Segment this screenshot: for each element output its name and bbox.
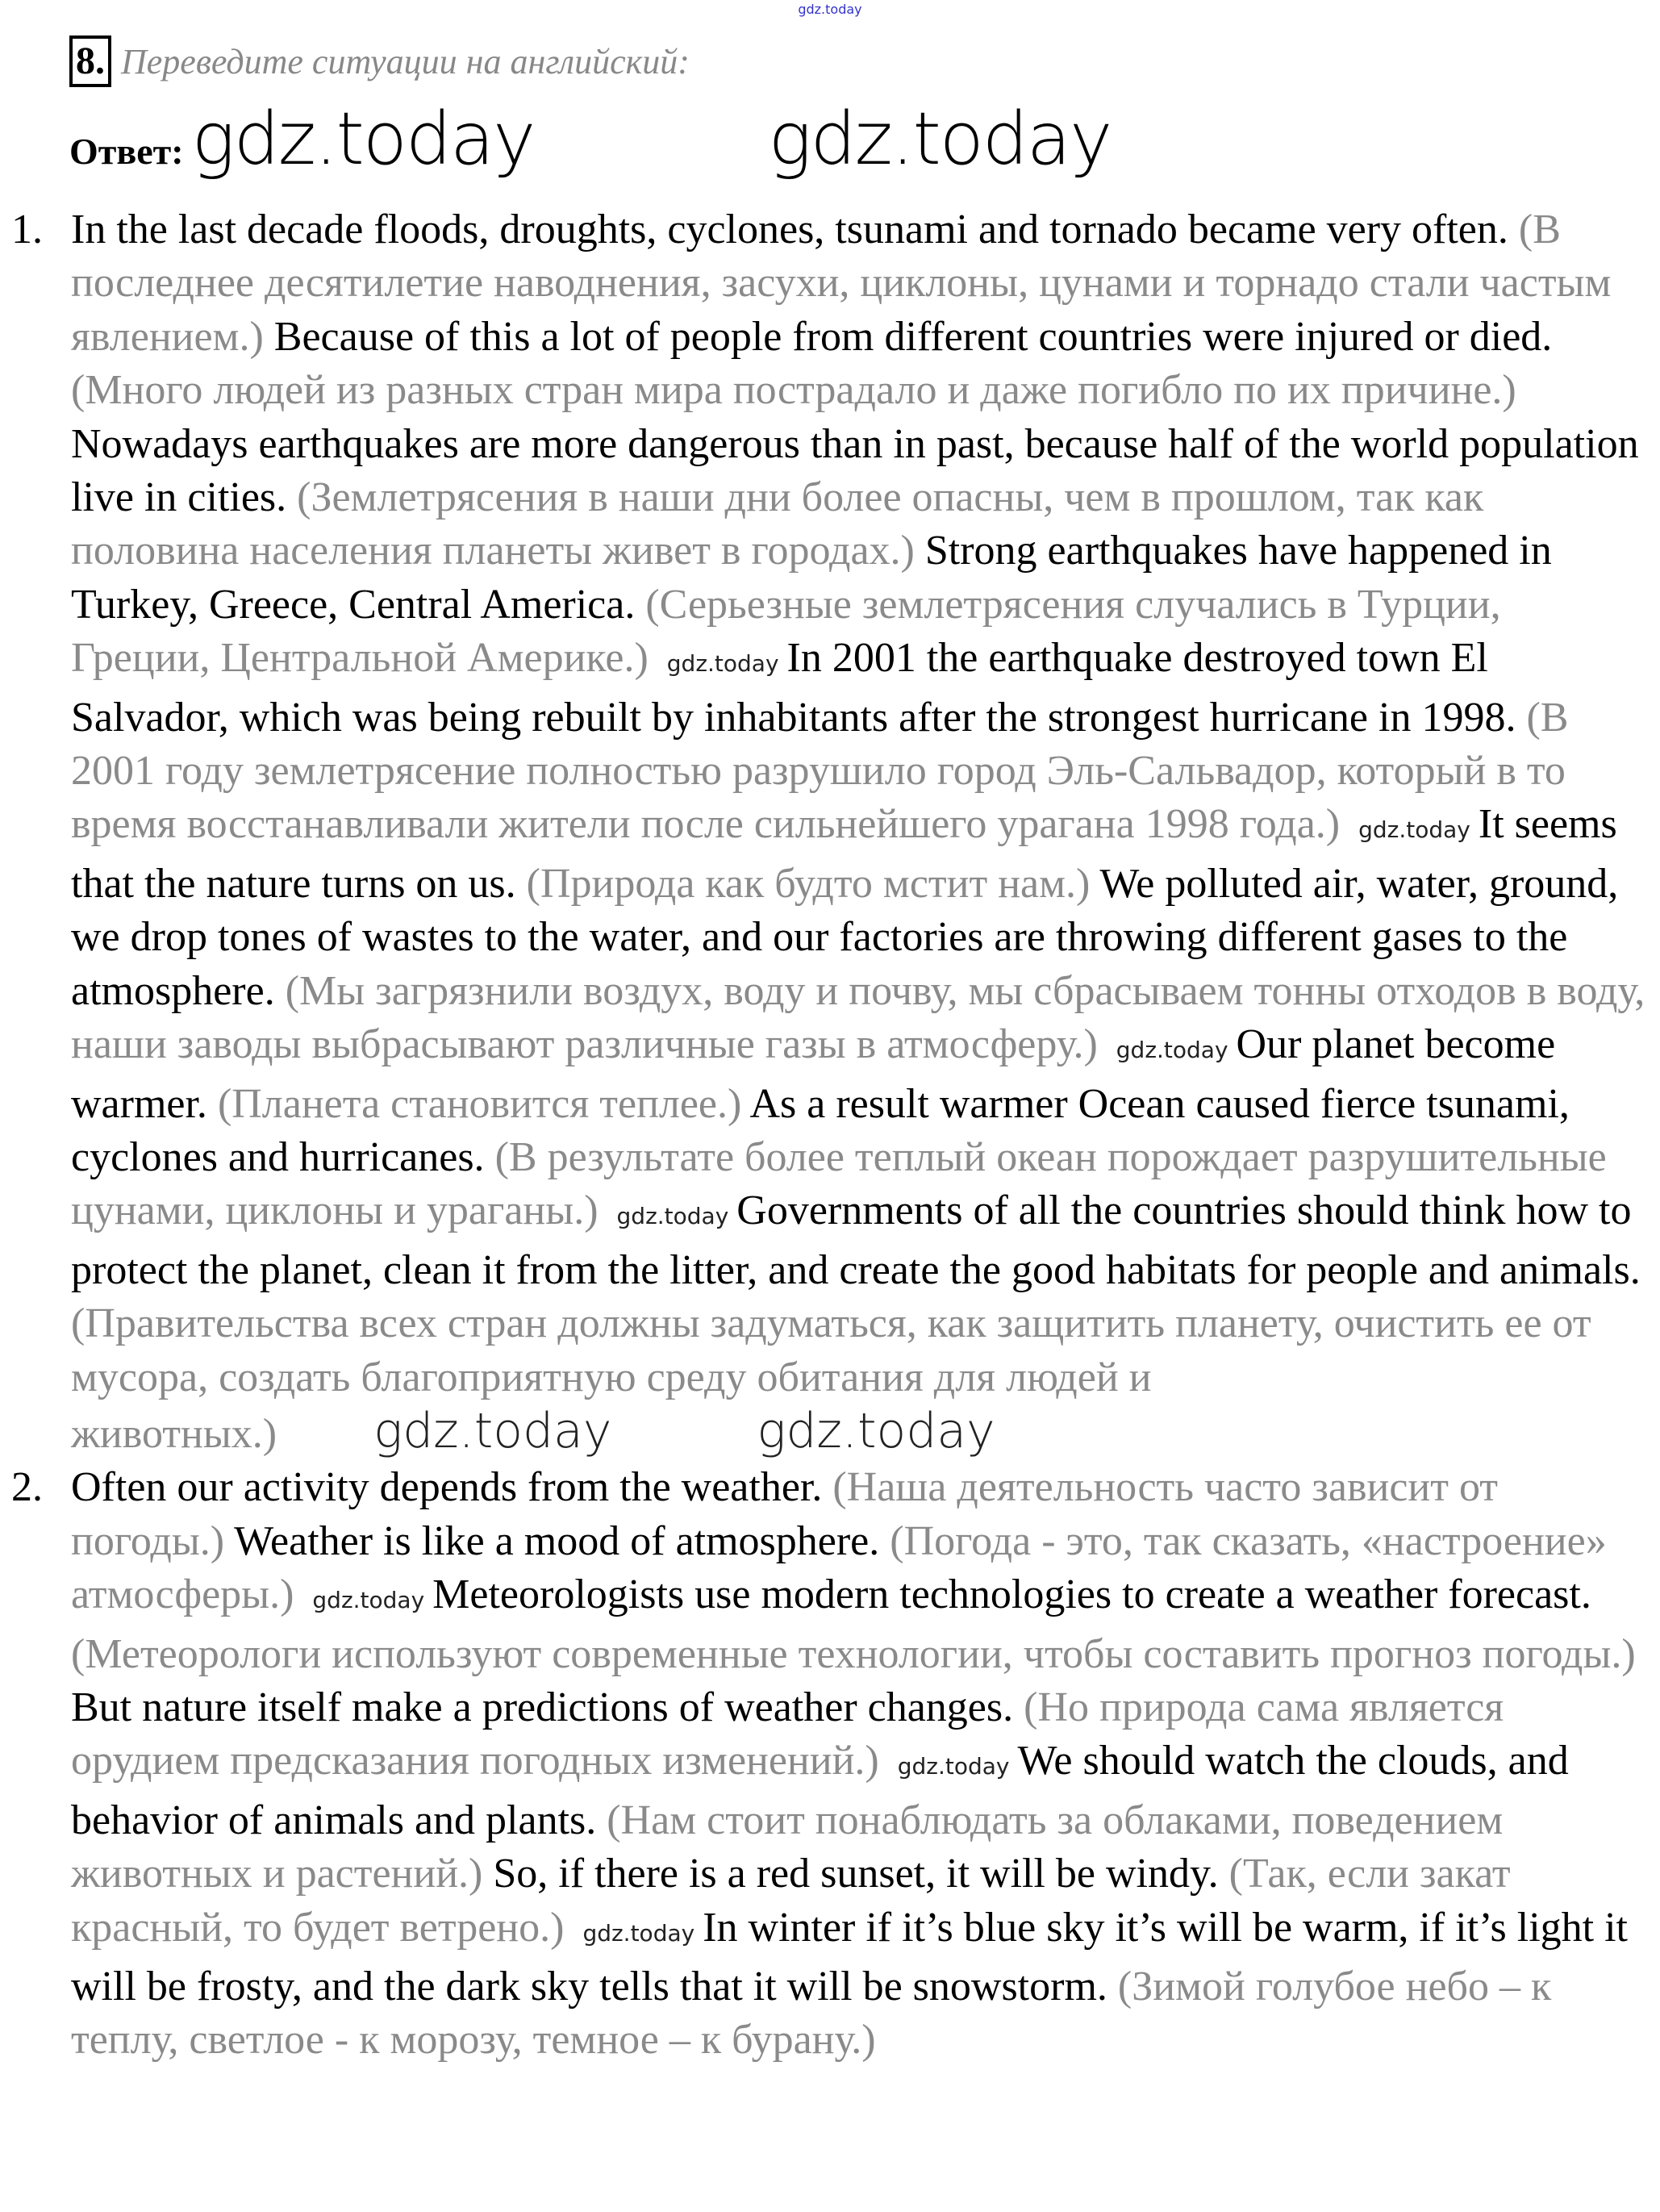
- watermark: gdz.today: [616, 1203, 729, 1230]
- item-text: [71, 1464, 1636, 2063]
- watermark: gdz.today: [1358, 816, 1470, 844]
- russian-translation: (Метеорологи используют современные технологии, чтобы составить прогноз погоды.): [71, 1630, 1636, 1677]
- russian-translation: (Нам стоит понаблюдать за облаками, поведением животных и растений.): [71, 1797, 1504, 1897]
- item-number: 2.: [11, 1464, 43, 1511]
- english-sentence: As a result warmer Ocean caused fierce tsunami, cyclones and hurricanes.: [71, 1080, 1570, 1180]
- english-sentence: Governments of all the countries should think how to protect the planet, clean it from the litter, and create the good habitats for people and animals.: [71, 1187, 1641, 1293]
- english-sentence: In winter if it’s blue sky it’s will be warm, if it’s light it will be frosty, and the dark sky tells that it will be snowstorm.: [71, 1904, 1628, 2010]
- russian-translation: (Но природа сама является орудием предсказания погодных изменений.): [71, 1684, 1504, 1784]
- task-number: 8.: [69, 35, 111, 87]
- english-sentence: Often our activity depends from the weather.: [71, 1464, 833, 1511]
- russian-translation: (Наша деятельность часто зависит от погоды.): [71, 1464, 1499, 1564]
- watermark: gdz.today: [191, 97, 535, 182]
- russian-translation: (Планета становится теплее.): [217, 1080, 750, 1127]
- watermark: gdz.today: [582, 1919, 695, 1947]
- english-sentence: In the last decade floods, droughts, cyclones, tsunami and tornado became very often.: [71, 207, 1519, 253]
- russian-translation: (Так, если закат красный, то будет ветрено.): [71, 1851, 1511, 1951]
- watermark-top: gdz.today: [798, 2, 862, 17]
- english-sentence: Meteorologists use modern technologies to create a weather forecast.: [432, 1571, 1591, 1618]
- russian-translation: (Зимой голубое небо – к теплу, светлое - к морозу, темное – к бурану.): [71, 1964, 1552, 2064]
- task-instruction: Переведите ситуации на английский:: [121, 41, 690, 81]
- russian-translation: (Много людей из разных стран мира пострадало и даже погибло по их причине.): [71, 367, 1516, 414]
- english-sentence: We polluted air, water, ground, we drop tones of wastes to the water, and our factories are throwing different gases to the atmosphere.: [71, 860, 1619, 1014]
- russian-translation: (Серьезные землетрясения случались в Турции, Греции, Центральной Америке.): [71, 581, 1501, 682]
- english-sentence: In 2001 the earthquake destroyed town El Salvador, which was being rebuilt by inhabitants after the strongest hurricane in 1998.: [71, 635, 1527, 741]
- russian-translation: (Природа как будто мстит нам.): [526, 860, 1100, 907]
- answer-label: Ответ:: [69, 131, 184, 172]
- russian-translation: (В результате более теплый океан порождает разрушительные цунами, циклоны и ураганы.): [71, 1133, 1607, 1234]
- item-number: 1.: [11, 207, 43, 253]
- answer-item-1: [0, 203, 1645, 1461]
- russian-translation: (В 2001 году землетрясение полностью разрушило город Эль-Сальвадор, который в то время восстанавливали жители после сильнейшего урагана 1998 года.): [71, 694, 1569, 848]
- english-sentence: Our planet become warmer.: [71, 1021, 1556, 1127]
- watermark: gdz.today: [768, 97, 1112, 182]
- watermark: gdz.today: [757, 1402, 995, 1459]
- english-sentence: But nature itself make a predictions of weather changes.: [71, 1684, 1024, 1730]
- answer-item-2: [0, 1461, 1645, 2067]
- english-sentence: So, if there is a red sunset, it will be windy.: [493, 1851, 1229, 1897]
- english-sentence: Nowadays earthquakes are more dangerous than in past, because half of the world population live in cities.: [71, 420, 1639, 521]
- russian-translation: (Мы загрязнили воздух, воду и почву, мы сбрасываем тонны отходов в воду, наши заводы выбрасывают различные газы в атмосферу.): [71, 967, 1645, 1068]
- watermark: gdz.today: [312, 1587, 425, 1614]
- item-text: [71, 207, 1645, 1457]
- english-sentence: Because of this a lot of people from different countries were injured or died.: [273, 313, 1553, 360]
- russian-translation: (Правительства всех стран должны задуматься, как защитить планету, очистить ее от мусора, создать благоприятную среду обитания для людей и животных.): [71, 1300, 1591, 1457]
- english-sentence: Weather is like a mood of atmosphere.: [234, 1517, 890, 1564]
- russian-translation: (В последнее десятилетие наводнения, засухи, циклоны, цунами и торнадо стали частым явлением.): [71, 207, 1612, 360]
- watermark: gdz.today: [1116, 1037, 1228, 1064]
- watermark: gdz.today: [897, 1753, 1010, 1780]
- english-sentence: We should watch the clouds, and behavior of animals and plants.: [71, 1738, 1569, 1843]
- english-sentence: It seems that the nature turns on us.: [71, 801, 1617, 907]
- english-sentence: Strong earthquakes have happened in Turkey, Greece, Central America.: [71, 528, 1552, 628]
- russian-translation: (Землетрясения в наши дни более опасны, чем в прошлом, так как половина населения планеты живет в городах.): [71, 474, 1484, 574]
- watermark: gdz.today: [373, 1402, 612, 1459]
- russian-translation: (Погода - это, так сказать, «настроение» атмосферы.): [71, 1517, 1607, 1618]
- watermark: gdz.today: [666, 650, 779, 678]
